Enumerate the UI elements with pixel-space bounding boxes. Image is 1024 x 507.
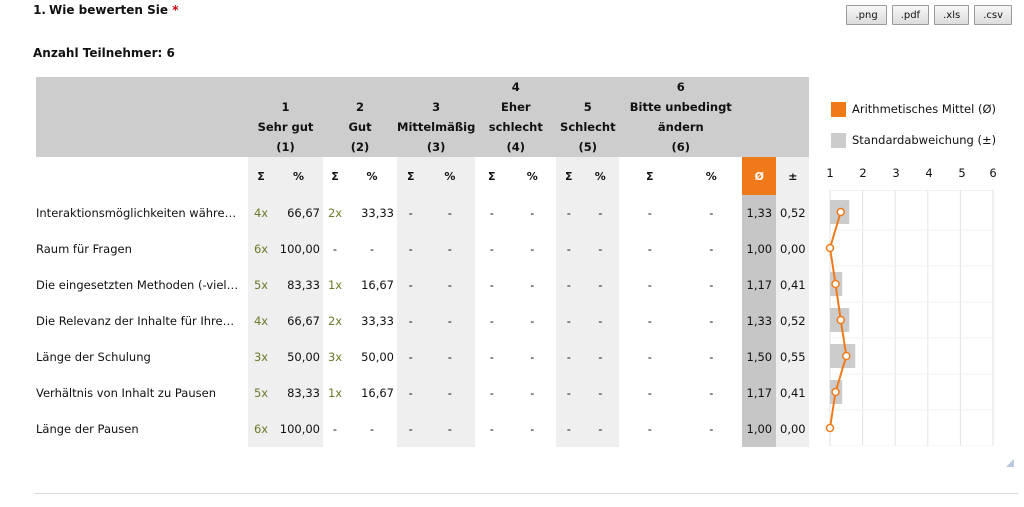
answer-column-2: 2 Gut (2) bbox=[323, 77, 397, 157]
percent-cell: 100,00 bbox=[274, 231, 323, 267]
count-cell: 6x bbox=[248, 231, 274, 267]
percent-cell: - bbox=[581, 231, 619, 267]
count-cell: - bbox=[475, 339, 508, 375]
legend-swatch-sd bbox=[831, 133, 846, 148]
resize-handle-icon[interactable] bbox=[1006, 459, 1014, 467]
count-cell: - bbox=[619, 303, 680, 339]
count-cell: - bbox=[397, 195, 424, 231]
mean-point bbox=[832, 389, 839, 396]
legend-item-mean: Arithmetisches Mittel (Ø) bbox=[831, 99, 996, 119]
export-pdf-button[interactable]: .pdf bbox=[892, 5, 929, 25]
count-cell: - bbox=[475, 411, 508, 447]
count-cell: - bbox=[475, 375, 508, 411]
answer-column-4: 4 Eher schlecht (4) bbox=[475, 77, 556, 157]
count-cell: - bbox=[619, 339, 680, 375]
pct-header: % bbox=[508, 157, 556, 195]
scale-label: 6 bbox=[989, 166, 997, 180]
sum-header: Σ bbox=[475, 157, 508, 195]
pct-header: % bbox=[680, 157, 742, 195]
count-cell: - bbox=[475, 231, 508, 267]
count-cell: - bbox=[619, 411, 680, 447]
chart-frame bbox=[830, 190, 993, 446]
sd-cell: 0,00 bbox=[776, 231, 809, 267]
percent-cell: 50,00 bbox=[347, 339, 397, 375]
count-cell: - bbox=[397, 231, 424, 267]
count-cell: - bbox=[556, 339, 581, 375]
percent-cell: - bbox=[581, 375, 619, 411]
sd-cell: 0,52 bbox=[776, 195, 809, 231]
sum-header: Σ bbox=[323, 157, 347, 195]
count-cell: - bbox=[556, 267, 581, 303]
answer-column-1: 1 Sehr gut (1) bbox=[248, 77, 323, 157]
question-number: 1. bbox=[33, 3, 46, 17]
percent-cell: - bbox=[424, 303, 475, 339]
percent-cell: 16,67 bbox=[347, 267, 397, 303]
mean-point bbox=[827, 425, 834, 432]
table-row bbox=[36, 411, 809, 447]
count-cell: 5x bbox=[248, 267, 274, 303]
question-title: Wie bewerten Sie bbox=[49, 3, 169, 17]
mean-point bbox=[832, 281, 839, 288]
table-row bbox=[36, 339, 809, 375]
percent-cell: - bbox=[347, 231, 397, 267]
count-cell: - bbox=[397, 303, 424, 339]
table-row bbox=[36, 195, 809, 231]
count-cell: - bbox=[619, 231, 680, 267]
count-cell: - bbox=[475, 303, 508, 339]
scale-label: 4 bbox=[925, 166, 933, 180]
count-cell: - bbox=[323, 411, 347, 447]
percent-cell: - bbox=[508, 231, 556, 267]
percent-cell: - bbox=[424, 231, 475, 267]
export-xls-button[interactable]: .xls bbox=[934, 5, 969, 25]
mean-point bbox=[837, 317, 844, 324]
mean-header: Ø bbox=[742, 157, 776, 195]
percent-cell: - bbox=[680, 195, 742, 231]
count-cell: 2x bbox=[323, 303, 347, 339]
scale-label: 3 bbox=[892, 166, 900, 180]
question-heading bbox=[8, 3, 179, 17]
count-cell: - bbox=[323, 231, 347, 267]
row-label: Verhältnis von Inhalt zu Pausen bbox=[36, 386, 216, 400]
table-row bbox=[36, 267, 809, 303]
mean-cell: 1,33 bbox=[742, 303, 776, 339]
header-corner bbox=[36, 77, 248, 157]
scale-label: 5 bbox=[958, 166, 966, 180]
mean-cell: 1,17 bbox=[742, 267, 776, 303]
sum-header: Σ bbox=[397, 157, 424, 195]
percent-cell: - bbox=[680, 231, 742, 267]
mean-cell: 1,33 bbox=[742, 195, 776, 231]
count-cell: - bbox=[397, 375, 424, 411]
count-cell: - bbox=[556, 303, 581, 339]
percent-cell: - bbox=[424, 375, 475, 411]
answer-column-6: 6 Bitte unbedingt ändern (6) bbox=[619, 77, 742, 157]
legend-swatch-mean bbox=[831, 102, 846, 117]
row-label: Länge der Pausen bbox=[36, 422, 139, 436]
mean-cell: 1,17 bbox=[742, 375, 776, 411]
mean-cell: 1,00 bbox=[742, 411, 776, 447]
participant-count: Anzahl Teilnehmer: 6 bbox=[33, 46, 175, 60]
percent-cell: - bbox=[581, 267, 619, 303]
table-row bbox=[36, 303, 809, 339]
percent-cell: - bbox=[581, 303, 619, 339]
count-cell: - bbox=[397, 339, 424, 375]
count-cell: 1x bbox=[323, 267, 347, 303]
percent-cell: - bbox=[680, 267, 742, 303]
bottom-divider bbox=[34, 493, 1018, 494]
profile-chart bbox=[820, 190, 1010, 446]
answer-header-row bbox=[36, 77, 809, 157]
percent-cell: - bbox=[424, 339, 475, 375]
sub-header-row bbox=[36, 157, 809, 195]
pct-header: % bbox=[347, 157, 397, 195]
percent-cell: - bbox=[680, 339, 742, 375]
sum-header: Σ bbox=[556, 157, 581, 195]
answer-column-5: 5 Schlecht (5) bbox=[556, 77, 619, 157]
percent-cell: - bbox=[508, 303, 556, 339]
percent-cell: 16,67 bbox=[347, 375, 397, 411]
sd-cell: 0,00 bbox=[776, 411, 809, 447]
export-toolbar bbox=[846, 5, 1012, 25]
percent-cell: - bbox=[581, 339, 619, 375]
export-csv-button[interactable]: .csv bbox=[974, 5, 1012, 25]
table-row bbox=[36, 231, 809, 267]
table-row bbox=[36, 375, 809, 411]
mean-cell: 1,50 bbox=[742, 339, 776, 375]
percent-cell: - bbox=[508, 375, 556, 411]
count-cell: - bbox=[619, 267, 680, 303]
percent-cell: 33,33 bbox=[347, 195, 397, 231]
row-label: Länge der Schulung bbox=[36, 350, 151, 364]
mean-point bbox=[837, 209, 844, 216]
sum-header: Σ bbox=[248, 157, 274, 195]
pct-header: % bbox=[581, 157, 619, 195]
percent-cell: 66,67 bbox=[274, 195, 323, 231]
count-cell: - bbox=[556, 375, 581, 411]
count-cell: - bbox=[619, 375, 680, 411]
count-cell: - bbox=[475, 195, 508, 231]
row-label: Raum für Fragen bbox=[36, 242, 132, 256]
percent-cell: 33,33 bbox=[347, 303, 397, 339]
count-cell: 1x bbox=[323, 375, 347, 411]
percent-cell: - bbox=[581, 411, 619, 447]
sd-cell: 0,41 bbox=[776, 375, 809, 411]
row-label: Interaktionsmöglichkeiten währe… bbox=[36, 206, 237, 220]
percent-cell: 83,33 bbox=[274, 267, 323, 303]
count-cell: 6x bbox=[248, 411, 274, 447]
required-marker: * bbox=[172, 3, 179, 17]
sum-header: Σ bbox=[619, 157, 680, 195]
percent-cell: - bbox=[680, 303, 742, 339]
percent-cell: - bbox=[508, 267, 556, 303]
answer-column-3: 3 Mittelmäßig (3) bbox=[397, 77, 475, 157]
pct-header: % bbox=[424, 157, 475, 195]
percent-cell: - bbox=[508, 411, 556, 447]
results-table bbox=[36, 77, 809, 447]
count-cell: 5x bbox=[248, 375, 274, 411]
sd-cell: 0,55 bbox=[776, 339, 809, 375]
chart-legend bbox=[831, 99, 996, 161]
percent-cell: 66,67 bbox=[274, 303, 323, 339]
percent-cell: 83,33 bbox=[274, 375, 323, 411]
count-cell: - bbox=[556, 231, 581, 267]
sd-cell: 0,41 bbox=[776, 267, 809, 303]
percent-cell: - bbox=[424, 195, 475, 231]
export-png-button[interactable]: .png bbox=[846, 5, 886, 25]
count-cell: - bbox=[556, 411, 581, 447]
count-cell: 4x bbox=[248, 195, 274, 231]
count-cell: - bbox=[619, 195, 680, 231]
count-cell: - bbox=[397, 411, 424, 447]
count-cell: 3x bbox=[323, 339, 347, 375]
percent-cell: 100,00 bbox=[274, 411, 323, 447]
mean-cell: 1,00 bbox=[742, 231, 776, 267]
scale-label: 2 bbox=[859, 166, 867, 180]
percent-cell: - bbox=[347, 411, 397, 447]
row-label: Die Relevanz der Inhalte für Ihre… bbox=[36, 314, 235, 328]
count-cell: 4x bbox=[248, 303, 274, 339]
percent-cell: - bbox=[508, 195, 556, 231]
count-cell: 3x bbox=[248, 339, 274, 375]
percent-cell: - bbox=[424, 267, 475, 303]
percent-cell: 50,00 bbox=[274, 339, 323, 375]
row-label: Die eingesetzten Methoden (-viel… bbox=[36, 278, 239, 292]
mean-point bbox=[843, 353, 850, 360]
stats-header bbox=[742, 77, 809, 157]
percent-cell: - bbox=[508, 339, 556, 375]
pct-header: % bbox=[274, 157, 323, 195]
percent-cell: - bbox=[680, 411, 742, 447]
count-cell: - bbox=[556, 195, 581, 231]
mean-point bbox=[827, 245, 834, 252]
count-cell: 2x bbox=[323, 195, 347, 231]
scale-label: 1 bbox=[826, 166, 834, 180]
count-cell: - bbox=[475, 267, 508, 303]
count-cell: - bbox=[397, 267, 424, 303]
sd-cell: 0,52 bbox=[776, 303, 809, 339]
percent-cell: - bbox=[424, 411, 475, 447]
percent-cell: - bbox=[581, 195, 619, 231]
sd-header: ± bbox=[776, 157, 809, 195]
percent-cell: - bbox=[680, 375, 742, 411]
legend-item-sd: Standardabweichung (±) bbox=[831, 130, 996, 150]
